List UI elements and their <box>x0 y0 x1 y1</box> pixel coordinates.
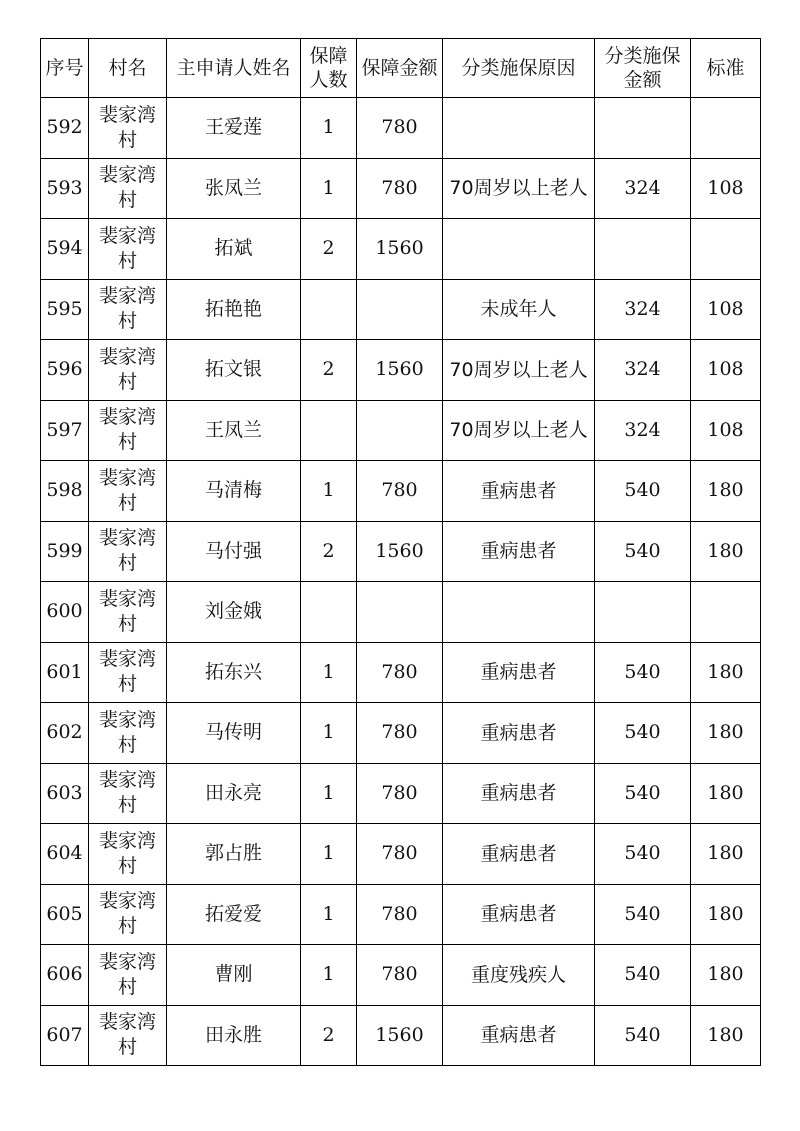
cell-applicant-name: 拓文银 <box>167 340 301 401</box>
cell-reason: 重病患者 <box>443 763 595 824</box>
cell-amount: 780 <box>357 884 443 945</box>
cell-applicant-name: 郭占胜 <box>167 824 301 885</box>
cell-village: 裴家湾村 <box>89 945 167 1006</box>
cell-reason: 未成年人 <box>443 279 595 340</box>
cell-persons: 2 <box>301 340 357 401</box>
cell-class-amount: 540 <box>595 763 691 824</box>
cell-reason: 70周岁以上老人 <box>443 400 595 461</box>
cell-applicant-name: 田永胜 <box>167 1005 301 1066</box>
cell-no: 604 <box>41 824 89 885</box>
cell-class-amount: 324 <box>595 400 691 461</box>
cell-no: 605 <box>41 884 89 945</box>
header-cell-village: 村名 <box>89 39 167 98</box>
cell-no: 597 <box>41 400 89 461</box>
cell-persons <box>301 279 357 340</box>
cell-standard: 180 <box>691 521 761 582</box>
cell-amount: 1560 <box>357 219 443 280</box>
cell-amount <box>357 582 443 643</box>
cell-village: 裴家湾村 <box>89 461 167 522</box>
subsidy-table <box>40 38 761 1066</box>
cell-class-amount: 540 <box>595 884 691 945</box>
cell-persons: 1 <box>301 98 357 159</box>
cell-class-amount: 540 <box>595 1005 691 1066</box>
cell-standard: 180 <box>691 1005 761 1066</box>
cell-no: 596 <box>41 340 89 401</box>
cell-class-amount: 540 <box>595 521 691 582</box>
cell-village: 裴家湾村 <box>89 824 167 885</box>
cell-village: 裴家湾村 <box>89 582 167 643</box>
cell-reason <box>443 582 595 643</box>
cell-class-amount: 324 <box>595 340 691 401</box>
cell-class-amount: 540 <box>595 824 691 885</box>
cell-reason: 重病患者 <box>443 1005 595 1066</box>
cell-village: 裴家湾村 <box>89 642 167 703</box>
cell-standard: 108 <box>691 400 761 461</box>
cell-class-amount: 540 <box>595 642 691 703</box>
cell-standard: 180 <box>691 945 761 1006</box>
table-row <box>41 400 761 461</box>
cell-reason: 70周岁以上老人 <box>443 340 595 401</box>
cell-class-amount: 540 <box>595 703 691 764</box>
table-body <box>41 98 761 1066</box>
cell-standard: 180 <box>691 824 761 885</box>
cell-amount: 1560 <box>357 1005 443 1066</box>
table-row <box>41 642 761 703</box>
cell-persons: 1 <box>301 884 357 945</box>
cell-class-amount <box>595 98 691 159</box>
header-cell-applicant: 主申请人姓名 <box>167 39 301 98</box>
cell-reason: 70周岁以上老人 <box>443 158 595 219</box>
cell-applicant-name: 拓斌 <box>167 219 301 280</box>
cell-persons: 2 <box>301 1005 357 1066</box>
cell-class-amount: 324 <box>595 158 691 219</box>
cell-standard <box>691 582 761 643</box>
cell-village: 裴家湾村 <box>89 400 167 461</box>
cell-persons: 1 <box>301 461 357 522</box>
cell-no: 601 <box>41 642 89 703</box>
cell-persons <box>301 400 357 461</box>
header-cell-class-amount: 分类施保金额 <box>595 39 691 98</box>
header-cell-reason: 分类施保原因 <box>443 39 595 98</box>
cell-persons: 1 <box>301 642 357 703</box>
cell-amount: 780 <box>357 98 443 159</box>
table-row <box>41 521 761 582</box>
cell-no: 602 <box>41 703 89 764</box>
cell-village: 裴家湾村 <box>89 521 167 582</box>
cell-reason: 重病患者 <box>443 884 595 945</box>
cell-persons: 1 <box>301 158 357 219</box>
cell-persons: 1 <box>301 763 357 824</box>
cell-no: 594 <box>41 219 89 280</box>
cell-reason <box>443 98 595 159</box>
cell-standard: 108 <box>691 158 761 219</box>
table-row <box>41 98 761 159</box>
cell-applicant-name: 拓艳艳 <box>167 279 301 340</box>
cell-reason <box>443 219 595 280</box>
cell-persons: 2 <box>301 219 357 280</box>
cell-no: 603 <box>41 763 89 824</box>
header-cell-no: 序号 <box>41 39 89 98</box>
cell-amount: 780 <box>357 461 443 522</box>
cell-class-amount: 324 <box>595 279 691 340</box>
cell-standard: 180 <box>691 642 761 703</box>
cell-applicant-name: 王凤兰 <box>167 400 301 461</box>
cell-amount <box>357 279 443 340</box>
cell-reason: 重病患者 <box>443 824 595 885</box>
cell-amount: 1560 <box>357 340 443 401</box>
cell-no: 607 <box>41 1005 89 1066</box>
cell-class-amount <box>595 219 691 280</box>
cell-applicant-name: 张凤兰 <box>167 158 301 219</box>
cell-class-amount: 540 <box>595 945 691 1006</box>
cell-reason: 重病患者 <box>443 703 595 764</box>
cell-village: 裴家湾村 <box>89 219 167 280</box>
cell-village: 裴家湾村 <box>89 340 167 401</box>
table-row <box>41 945 761 1006</box>
table-row <box>41 763 761 824</box>
cell-amount: 780 <box>357 703 443 764</box>
header-cell-standard: 标准 <box>691 39 761 98</box>
cell-amount: 780 <box>357 945 443 1006</box>
table-row <box>41 824 761 885</box>
table-row <box>41 884 761 945</box>
cell-village: 裴家湾村 <box>89 1005 167 1066</box>
cell-no: 606 <box>41 945 89 1006</box>
cell-no: 592 <box>41 98 89 159</box>
cell-applicant-name: 王爱莲 <box>167 98 301 159</box>
cell-standard: 180 <box>691 763 761 824</box>
cell-applicant-name: 拓爱爱 <box>167 884 301 945</box>
cell-amount <box>357 400 443 461</box>
cell-no: 599 <box>41 521 89 582</box>
cell-village: 裴家湾村 <box>89 703 167 764</box>
cell-amount: 780 <box>357 158 443 219</box>
cell-class-amount <box>595 582 691 643</box>
cell-amount: 780 <box>357 763 443 824</box>
header-cell-persons: 保障人数 <box>301 39 357 98</box>
cell-no: 595 <box>41 279 89 340</box>
cell-applicant-name: 马传明 <box>167 703 301 764</box>
cell-persons: 1 <box>301 703 357 764</box>
cell-standard: 180 <box>691 703 761 764</box>
cell-persons: 1 <box>301 824 357 885</box>
cell-standard <box>691 219 761 280</box>
cell-persons: 2 <box>301 521 357 582</box>
table-row <box>41 703 761 764</box>
cell-no: 593 <box>41 158 89 219</box>
cell-standard: 108 <box>691 340 761 401</box>
cell-standard <box>691 98 761 159</box>
table-row <box>41 1005 761 1066</box>
cell-reason: 重病患者 <box>443 521 595 582</box>
cell-village: 裴家湾村 <box>89 158 167 219</box>
table-row <box>41 461 761 522</box>
table-row <box>41 158 761 219</box>
cell-applicant-name: 曹刚 <box>167 945 301 1006</box>
table-row <box>41 582 761 643</box>
cell-applicant-name: 马付强 <box>167 521 301 582</box>
cell-applicant-name: 田永亮 <box>167 763 301 824</box>
cell-persons: 1 <box>301 945 357 1006</box>
cell-standard: 108 <box>691 279 761 340</box>
cell-class-amount: 540 <box>595 461 691 522</box>
cell-applicant-name: 拓东兴 <box>167 642 301 703</box>
header-cell-amount: 保障金额 <box>357 39 443 98</box>
cell-village: 裴家湾村 <box>89 98 167 159</box>
cell-reason: 重病患者 <box>443 461 595 522</box>
table-row <box>41 340 761 401</box>
table-row <box>41 219 761 280</box>
cell-standard: 180 <box>691 461 761 522</box>
cell-amount: 1560 <box>357 521 443 582</box>
cell-no: 598 <box>41 461 89 522</box>
cell-standard: 180 <box>691 884 761 945</box>
cell-applicant-name: 刘金娥 <box>167 582 301 643</box>
cell-reason: 重度残疾人 <box>443 945 595 1006</box>
cell-amount: 780 <box>357 824 443 885</box>
cell-applicant-name: 马清梅 <box>167 461 301 522</box>
header-row <box>41 39 761 98</box>
cell-persons <box>301 582 357 643</box>
cell-village: 裴家湾村 <box>89 884 167 945</box>
cell-amount: 780 <box>357 642 443 703</box>
cell-village: 裴家湾村 <box>89 279 167 340</box>
cell-village: 裴家湾村 <box>89 763 167 824</box>
cell-reason: 重病患者 <box>443 642 595 703</box>
cell-no: 600 <box>41 582 89 643</box>
table-row <box>41 279 761 340</box>
